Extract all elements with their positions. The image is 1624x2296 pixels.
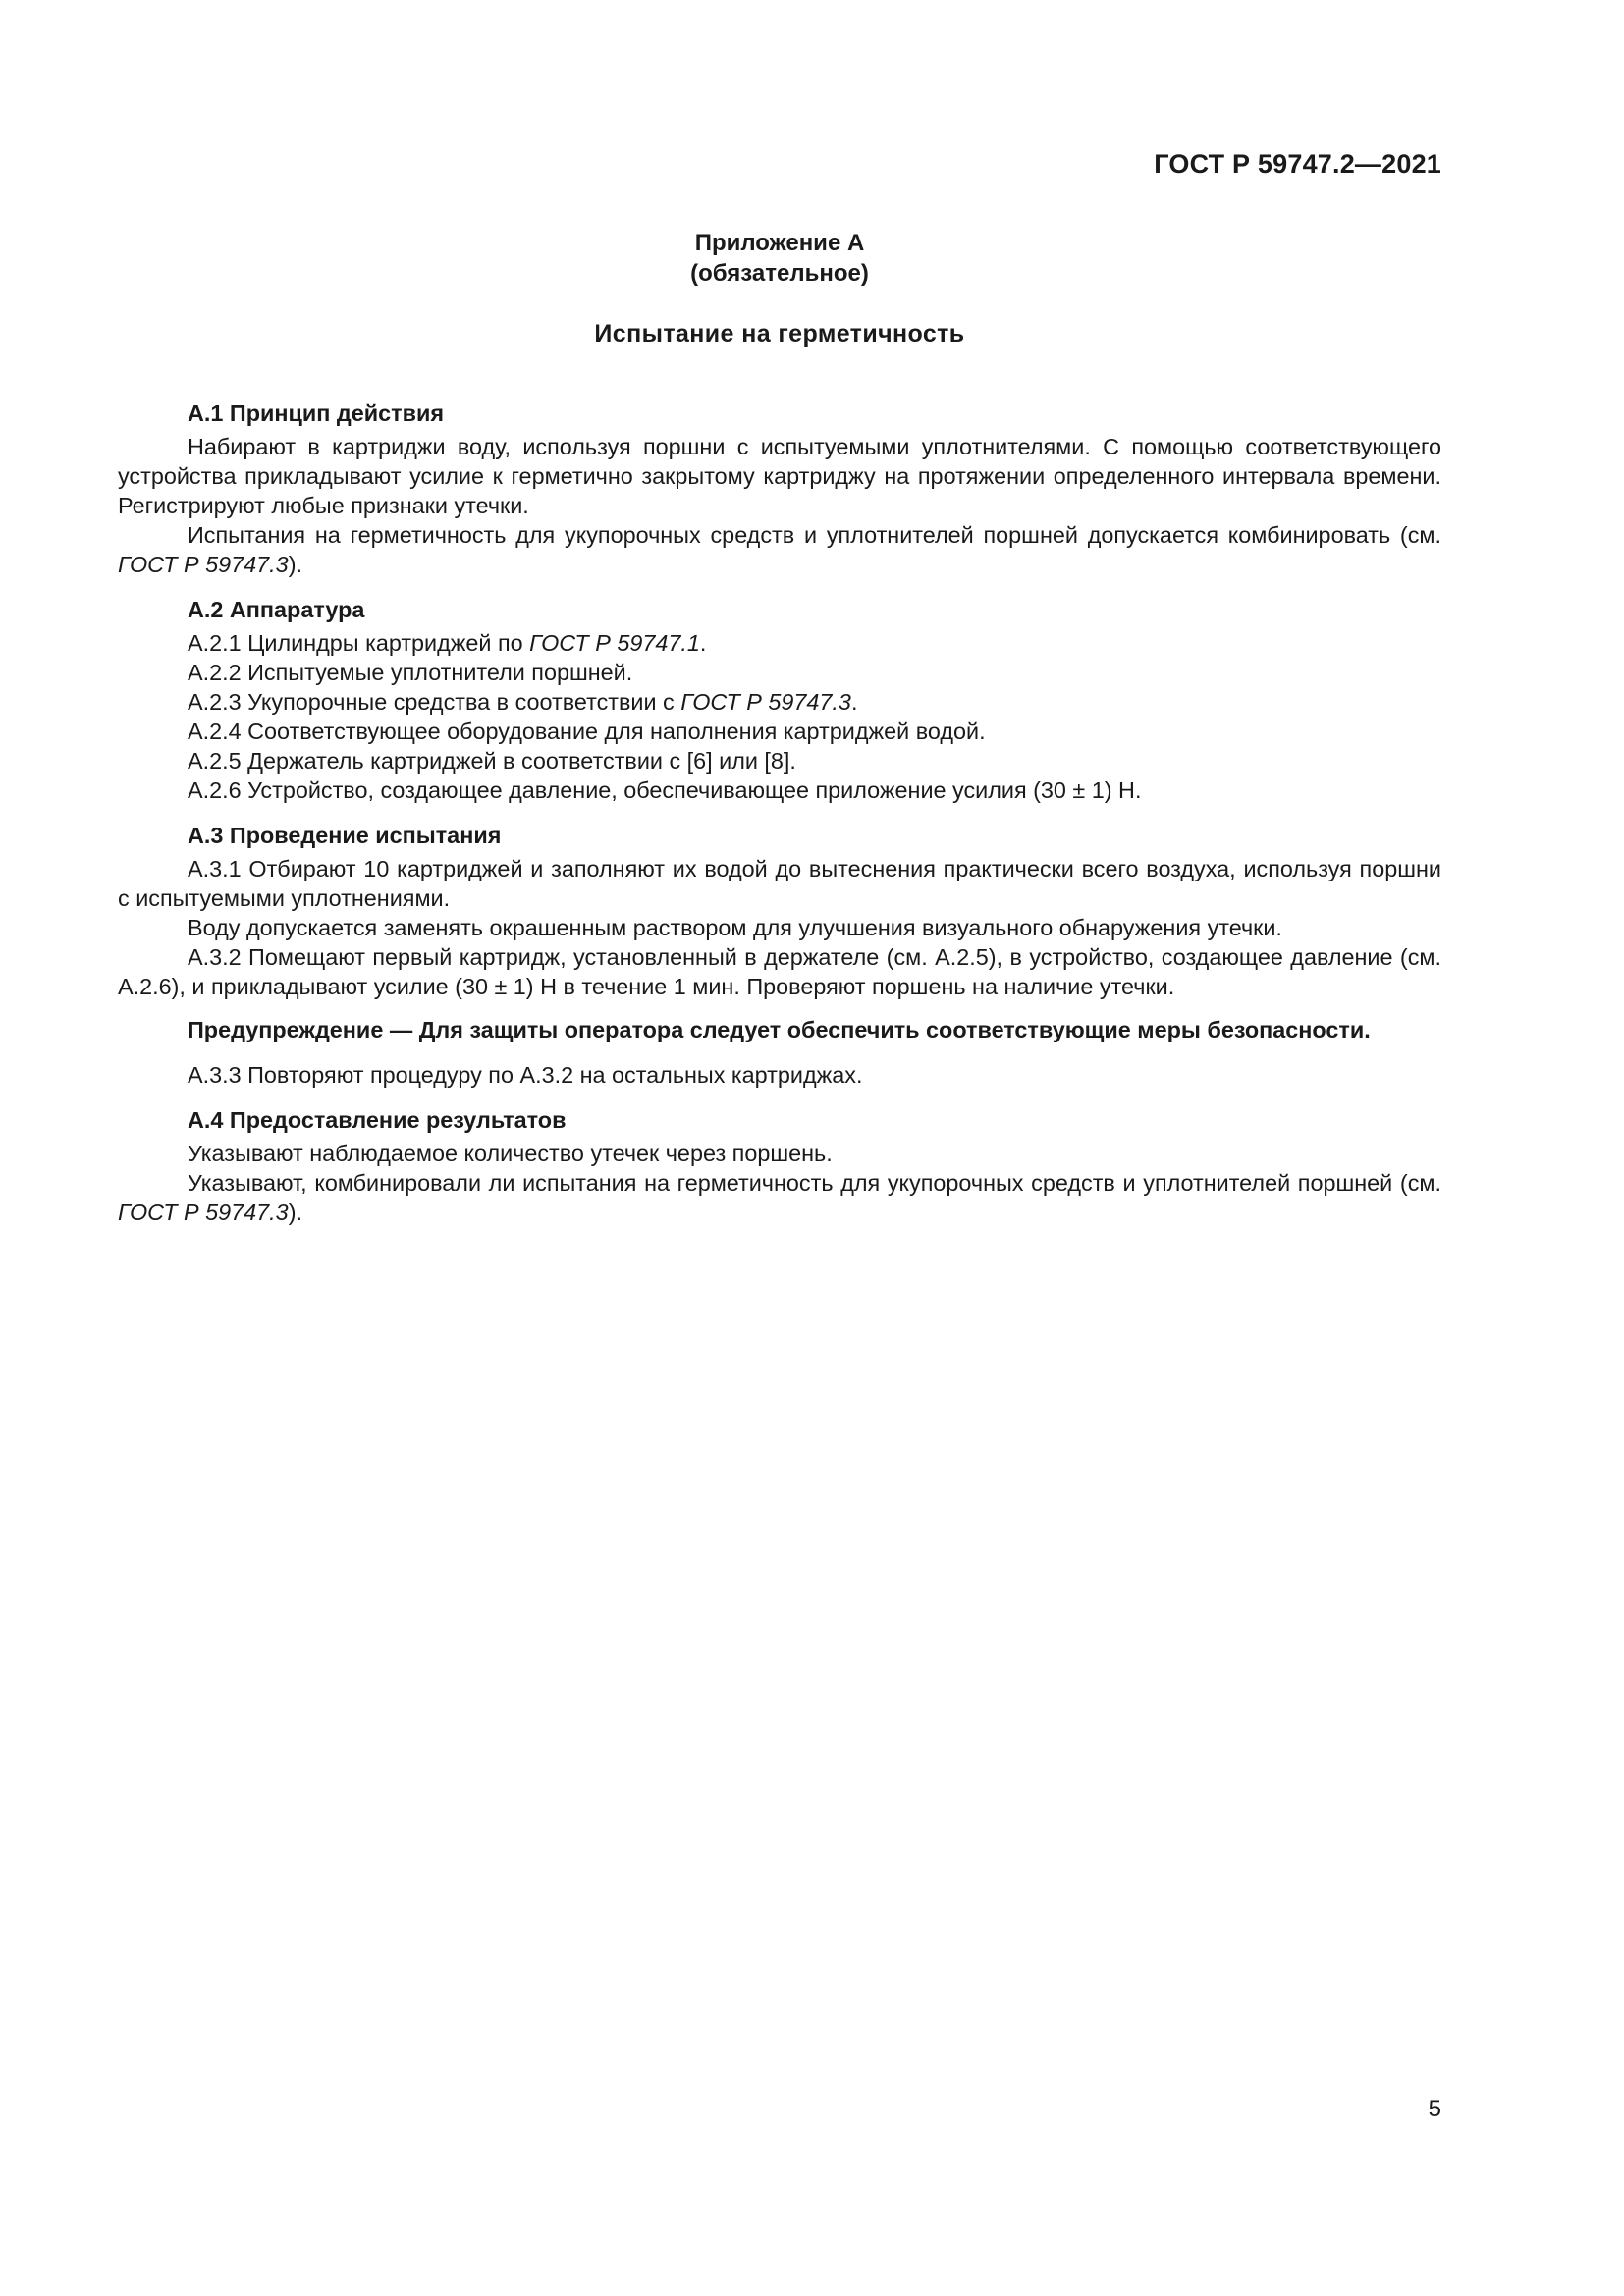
standard-reference: ГОСТ Р 59747.3 [118, 552, 289, 577]
list-item: А.2.3 Укупорочные средства в соответствии с ГОСТ Р 59747.3. [188, 689, 858, 715]
paragraph: Набирают в картриджи воду, используя поршни с испытуемыми уплотнителями. С помощью соответствующего устройства прикладывают усилие к герметично закрытому картриджу на протяжении определенного интервала времени. Регистрируют любые признаки утечки. [118, 434, 1441, 518]
paragraph: Воду допускается заменять окрашенным раствором для улучшения визуального обнаружения утечки. [188, 915, 1282, 940]
paragraph: А.3.2 Помещают первый картридж, установленный в держателе (см. А.2.5), в устройство, создающее давление (см. А.2.6), и прикладывают усилие (30 ± 1) Н в течение 1 мин. Проверяют поршень на наличие утечки. [118, 944, 1441, 999]
paragraph: Испытания на герметичность для укупорочных средств и уплотнителей поршней допускается комбинировать (см. ГОСТ Р 59747.3). [118, 522, 1441, 577]
section-heading: А.1 Принцип действия [188, 400, 444, 426]
paragraph: Указывают, комбинировали ли испытания на герметичность для укупорочных средств и уплотнителей поршней (см. ГОСТ Р 59747.3). [118, 1170, 1441, 1225]
document-code: ГОСТ Р 59747.2—2021 [1154, 149, 1441, 179]
list-item: А.2.4 Соответствующее оборудование для наполнения картриджей водой. [188, 719, 986, 744]
section-a1 [118, 399, 1441, 579]
section-a2 [118, 595, 1441, 805]
section-heading: А.4 Предоставление результатов [188, 1107, 567, 1133]
section-a4 [118, 1105, 1441, 1227]
paragraph: А.3.1 Отбирают 10 картриджей и заполняют их водой до вытеснения практически всего воздуха, используя поршни с испытуемыми уплотнениями. [118, 856, 1441, 911]
section-heading: А.2 Аппаратура [188, 597, 365, 622]
list-item: А.2.5 Держатель картриджей в соответствии с [6] или [8]. [188, 748, 796, 774]
annex-title: Испытание на герметичность [594, 320, 965, 347]
standard-reference: ГОСТ Р 59747.3 [118, 1200, 289, 1225]
annex-status: (обязательное) [690, 260, 869, 287]
annex-label: Приложение А [694, 230, 865, 256]
annex-heading [118, 228, 1441, 289]
section-a3 [118, 821, 1441, 1090]
page-number: 5 [1428, 2096, 1441, 2122]
section-heading: А.3 Проведение испытания [188, 823, 502, 848]
document-page [118, 0, 1441, 2296]
list-item: А.2.6 Устройство, создающее давление, обеспечивающее приложение усилия (30 ± 1) Н. [188, 777, 1142, 803]
list-item: А.2.2 Испытуемые уплотнители поршней. [188, 660, 633, 685]
list-item: А.2.1 Цилиндры картриджей по ГОСТ Р 59747.1. [188, 630, 707, 656]
document-body [118, 399, 1441, 1243]
standard-reference: ГОСТ Р 59747.3 [680, 689, 851, 715]
paragraph: Указывают наблюдаемое количество утечек через поршень. [188, 1141, 833, 1166]
standard-reference: ГОСТ Р 59747.1 [529, 630, 700, 656]
safety-warning: Предупреждение — Для защиты оператора следует обеспечить соответствующие меры безопасности. [188, 1017, 1371, 1042]
paragraph: А.3.3 Повторяют процедуру по А.3.2 на остальных картриджах. [188, 1062, 863, 1088]
